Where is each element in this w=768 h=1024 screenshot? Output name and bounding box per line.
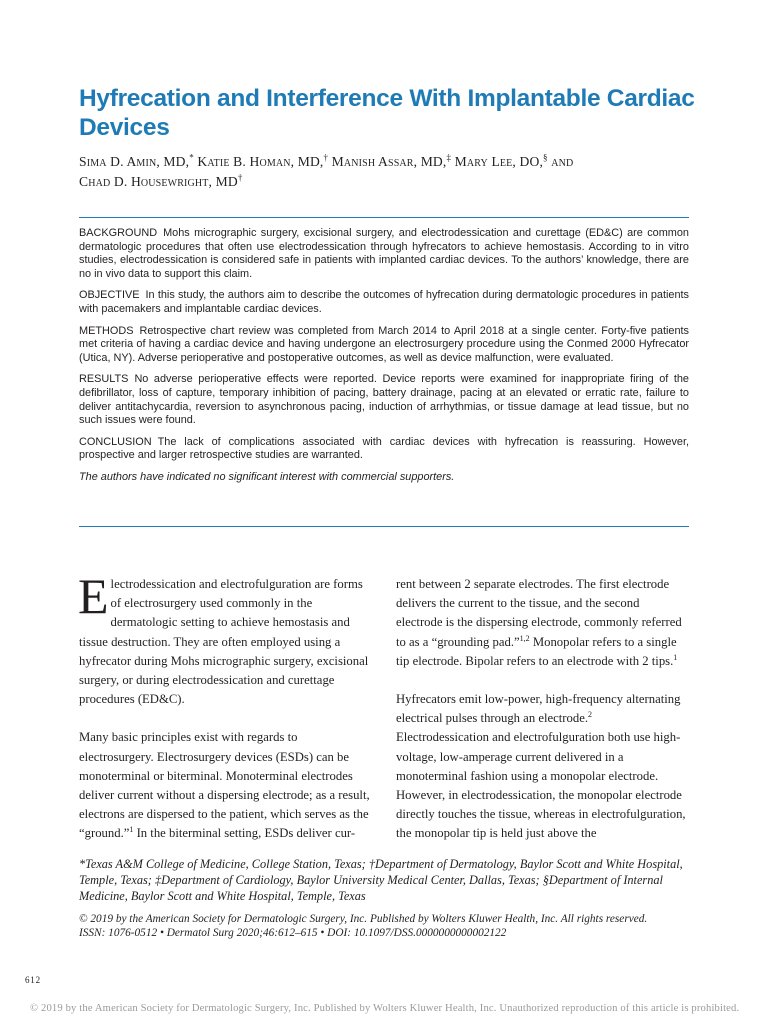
author-name: Chad D. Housewright, MD bbox=[79, 174, 238, 189]
article-title: Hyfrecation and Interference With Implantable Cardiac Devices bbox=[79, 85, 695, 141]
affiliation-mark: § bbox=[543, 152, 548, 163]
body-paragraph-2 bbox=[79, 728, 371, 843]
body-paragraph-2-continued bbox=[396, 575, 688, 671]
citation-ref: 2 bbox=[588, 709, 592, 719]
paragraph-text: Many basic principles exist with regards to electrosurgery. Electrosurgery devices (ESDs) can be monoterminal or biterminal. Monoterminal electrodes deliver current without a dispersing electrode; as a result, electrons are dispersed to the patient, which serves as the “ground.” bbox=[79, 730, 370, 841]
copyright-block bbox=[79, 912, 691, 940]
abstract-methods bbox=[79, 325, 689, 366]
section-label: RESULTS bbox=[79, 373, 129, 386]
copyright-line: © 2019 by the American Society for Dermatologic Surgery, Inc. Published by Wolters Kluwer Health, Inc. All rights reserved. bbox=[79, 913, 648, 925]
paragraph-text: rent between 2 separate electrodes. The first electrode delivers the current to the tissue, and the second electrode is the dispersing electrode, commonly referred to as a “grounding pad.” bbox=[396, 577, 682, 649]
body-paragraph-3 bbox=[396, 690, 688, 844]
author-name: Mary Lee, DO, bbox=[451, 154, 544, 169]
citation-ref: 1 bbox=[673, 652, 678, 662]
abstract-background bbox=[79, 227, 689, 281]
paragraph-text: Electrodessication and electrofulguration both use high-voltage, low-amperage current delivered in a monoterminal fashion using a monopolar electrode. However, in electrodessication, the monopolar electrode directly touches the tissue, whereas in electrofulguration, the monopolar tip is held just above the bbox=[396, 730, 686, 841]
body-column-left bbox=[78, 568, 371, 863]
affiliation-mark: † bbox=[323, 152, 329, 163]
abstract-bottom-rule bbox=[79, 526, 689, 527]
section-label: OBJECTIVE bbox=[79, 289, 140, 302]
citation-ref: 1,2 bbox=[519, 633, 530, 643]
abstract-top-rule bbox=[79, 217, 689, 218]
author-name: Manish Assar, MD, bbox=[328, 154, 447, 169]
section-label: BACKGROUND bbox=[79, 227, 158, 239]
affiliations: *Texas A&M College of Medicine, College Station, Texas; †Department of Dermatology, Baylor Scott and White Hospital, Temple, Texas; ‡Department of Cardiology, Baylor University Medical Center, Dallas, Texas; §Department of Internal Medicine, Baylor Scott and White Hospital, Temple, Texas bbox=[79, 857, 683, 903]
author-name: Sima D. Amin, MD, bbox=[79, 154, 190, 169]
section-text: The lack of complications associated with cardiac devices with hyfrecation is reassuring. However, prospective and larger retrospective studies are warranted. bbox=[79, 435, 689, 462]
footer-copyright-notice: © 2019 by the American Society for Dermatologic Surgery, Inc. Published by Wolters Kluwer Health, Inc. Unauthorized reproduction of this article is prohibited. bbox=[30, 1003, 740, 1014]
affiliation-mark: ‡ bbox=[446, 152, 452, 163]
section-text: In this study, the authors aim to describe the outcomes of hyfrecation during dermatologic procedures in patients with pacemakers and implantable cardiac devices. bbox=[79, 289, 689, 315]
section-label: METHODS bbox=[79, 324, 134, 337]
author-list bbox=[79, 152, 699, 192]
affiliation-mark: † bbox=[237, 172, 243, 183]
drop-cap: E bbox=[78, 568, 109, 624]
abstract bbox=[79, 227, 689, 493]
abstract-conclusion bbox=[79, 436, 689, 463]
body-column-right bbox=[396, 575, 688, 863]
abstract-results bbox=[79, 373, 689, 427]
section-text: Retrospective chart review was completed from March 2014 to April 2018 at a single center. Forty-five patients met criteria of having a cardiac device and having undergone an electrosurgery procedure using the Conmed 2000 Hyfrecator (Utica, NY). Adverse perioperative and postoperative outcomes, as well as device malfunction, were evaluated. bbox=[79, 324, 689, 364]
paragraph-text: lectrodessication and electrofulguration are forms of electrosurgery used commonly in the dermatologic setting to achieve hemostasis and tissue destruction. They are often employed using a hyfrecator during Mohs micrographic surgery, excisional surgery, or during electrodessication and curettage procedures (ED&C). bbox=[79, 577, 369, 707]
page-number: 612 bbox=[25, 975, 41, 985]
abstract-objective bbox=[79, 289, 689, 316]
paragraph-text: Hyfrecators emit low-power, high-frequency alternating electrical pulses through an electrode. bbox=[396, 692, 681, 726]
affiliation-mark: * bbox=[189, 152, 194, 163]
issn-doi-line: ISSN: 1076-0512 • Dermatol Surg 2020;46:612–615 • DOI: 10.1097/DSS.0000000000002122 bbox=[79, 927, 507, 939]
paragraph-text: Monopolar refers to a single tip electrode. Bipolar refers to an electrode with 2 tips. bbox=[396, 634, 677, 668]
section-text: No adverse perioperative effects were reported. Device reports were examined for inappropriate firing of the defibrillator, loss of capture, temporary inhibition of pacing, battery drainage, pacing at an elevated or erratic rate, failure to deliver antitachycardia, reversion to asynchronous pacing, induction of arrhythmias, or tissue damage at lead tissue, but no such issues were found. bbox=[79, 373, 689, 427]
section-label: CONCLUSION bbox=[79, 435, 152, 448]
section-text: Mohs micrographic surgery, excisional surgery, and electrodessication and curettage (ED&C) are common dermatologic procedures that often use electrodessication through hyfrecators to achieve hemostasis. According to in vitro studies, electrodessication is considered safe in patients with implanted cardiac devices. To the authors’ knowledge, there are no in vivo data to support this claim. bbox=[79, 227, 689, 280]
paragraph-text: In the biterminal setting, ESDs deliver cur- bbox=[133, 826, 356, 841]
body-paragraph-1 bbox=[78, 568, 371, 709]
author-name: Katie B. Homan, MD, bbox=[193, 154, 324, 169]
disclosure-statement: The authors have indicated no significant interest with commercial supporters. bbox=[79, 470, 455, 483]
citation-ref: 1 bbox=[129, 825, 134, 835]
author-conjunction: and bbox=[547, 154, 574, 169]
